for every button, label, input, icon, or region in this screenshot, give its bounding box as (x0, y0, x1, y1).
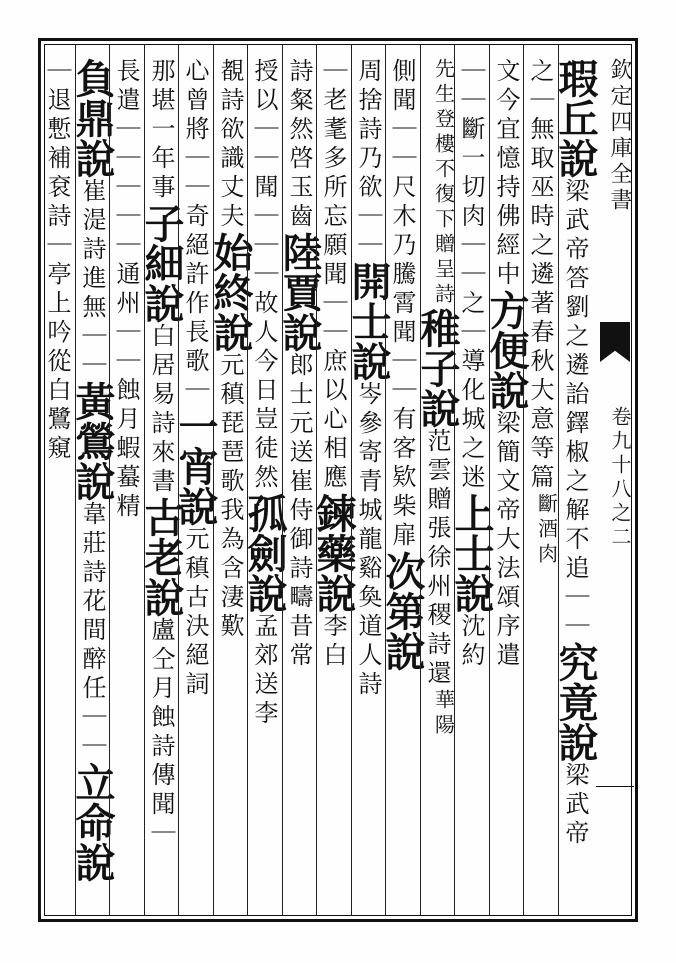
entry-text: ｜｜通州 (112, 203, 140, 319)
entry-text: ｜亭上吟從白鷺窺 (43, 232, 71, 464)
column-rule (351, 45, 352, 915)
column-rule (558, 45, 559, 915)
entry-text: 奇絕許作長歌｜ (181, 203, 209, 406)
column-rule (213, 45, 214, 915)
entry-heading: 立命說 (69, 762, 116, 882)
column-rule (454, 45, 455, 915)
entry-text: 李白 (319, 613, 347, 671)
entry-text: 沈約 (457, 613, 485, 671)
entry-text: 崔湜詩進無｜｜ (78, 178, 106, 381)
entry-text: 盧仝月蝕詩傳聞｜ (147, 617, 175, 849)
entry-text: 斷酒肉 (534, 493, 559, 568)
entry-heading: 黃鶯說 (69, 381, 116, 501)
entry-text: 文今宜憶持佛經中 (492, 58, 520, 290)
entry-text: 孟郊送李 (250, 613, 278, 729)
fish-tail-mark-icon (600, 322, 630, 362)
column-rule (40, 45, 41, 915)
entry-text: 韋莊詩花間醉任｜｜ (78, 501, 106, 762)
entry-text: 那堪一年事 (147, 58, 175, 203)
entry-text: 元稹古決絕詞 (181, 526, 209, 700)
column-rule (523, 45, 524, 915)
entry-heading: 方便說 (483, 290, 530, 410)
entry-heading: 究竟說 (552, 642, 599, 762)
entry-heading: 次第說 (379, 551, 426, 671)
entry-heading: 稚子說 (414, 308, 461, 428)
column-rule (75, 45, 76, 915)
entry-text: 先生登樓不復下贈呈詩 (431, 58, 456, 308)
entry-text: 梁武帝 (561, 762, 589, 849)
column-rule (144, 45, 145, 915)
column-rule (316, 45, 317, 915)
entry-text: 心曾將｜｜ (181, 58, 209, 203)
entry-text: 願聞｜｜庶以心相應 (319, 232, 347, 493)
entry-text: 郎士元送崔侍御詩疇昔常 (285, 352, 313, 671)
entry-text: ｜｜斷一切肉 (457, 58, 485, 232)
entry-text: 之｜無取巫時之遴著春秋大意等篇 (526, 58, 554, 493)
column-rule (385, 45, 386, 915)
entry-text: ｜｜蝕月蝦蟇精 (112, 319, 140, 522)
entry-heading: 古老說 (138, 497, 185, 617)
entry-heading: 上士說 (448, 493, 495, 613)
entry-heading: 子細說 (138, 203, 185, 323)
column-rule (178, 45, 179, 915)
entry-text: ｜退慙補袞詩 (43, 58, 71, 232)
entry-heading: 陸賈說 (276, 232, 323, 352)
column-rule (489, 45, 490, 915)
entry-text: 華陽 (431, 689, 456, 739)
entry-heading: 負鼎說 (69, 58, 116, 178)
entry-text: 覩詩欲識丈夫 (216, 58, 244, 232)
column-rule (420, 45, 421, 915)
entry-text: 岑參寄青城龍谿奐道人詩 (354, 381, 382, 700)
entry-heading: 一宵說 (172, 406, 219, 526)
entry-text: ｜｜之｜導化城之迷 (457, 232, 485, 493)
margin-header: 欽定四庫全書 (607, 58, 632, 214)
entry-text: 梁簡文帝大法頌序遣 (492, 410, 520, 671)
entry-heading: 始終說 (207, 232, 254, 352)
entry-text: 周捨詩乃欲｜｜ (354, 58, 382, 261)
entry-text: 聞｜｜｜故人今日豈徒然 (250, 174, 278, 493)
entry-text: 范雲贈張徐州稷詩還 (423, 428, 451, 689)
column-rule (109, 45, 110, 915)
column-rule (282, 45, 283, 915)
entry-heading: 開士說 (345, 261, 392, 381)
entry-text: 梁武帝答劉之遴詒鐸椒之解不追｜｜ (561, 178, 589, 642)
entry-text: 側聞｜｜尺木乃騰霄 (388, 58, 416, 319)
volume-label: 卷九十八之二 (608, 406, 632, 550)
entry-text: 詩粲然啓玉齒 (285, 58, 313, 232)
entry-text: 長遣｜｜｜ (112, 58, 140, 203)
column-rule (247, 45, 248, 915)
entry-text: ｜老耄多所忘 (319, 58, 347, 232)
entry-text: 聞｜｜有客欵柴扉 (388, 319, 416, 551)
entry-text: 授以｜｜ (250, 58, 278, 174)
entry-heading: 孤劍說 (241, 493, 288, 613)
entry-heading: 鍊藥說 (310, 493, 357, 613)
entry-text: 白居易詩來書 (147, 323, 175, 497)
entry-text: 元稹琵琶歌我為含淒歎 (216, 352, 244, 642)
entry-heading: 瑕丘說 (552, 58, 599, 178)
